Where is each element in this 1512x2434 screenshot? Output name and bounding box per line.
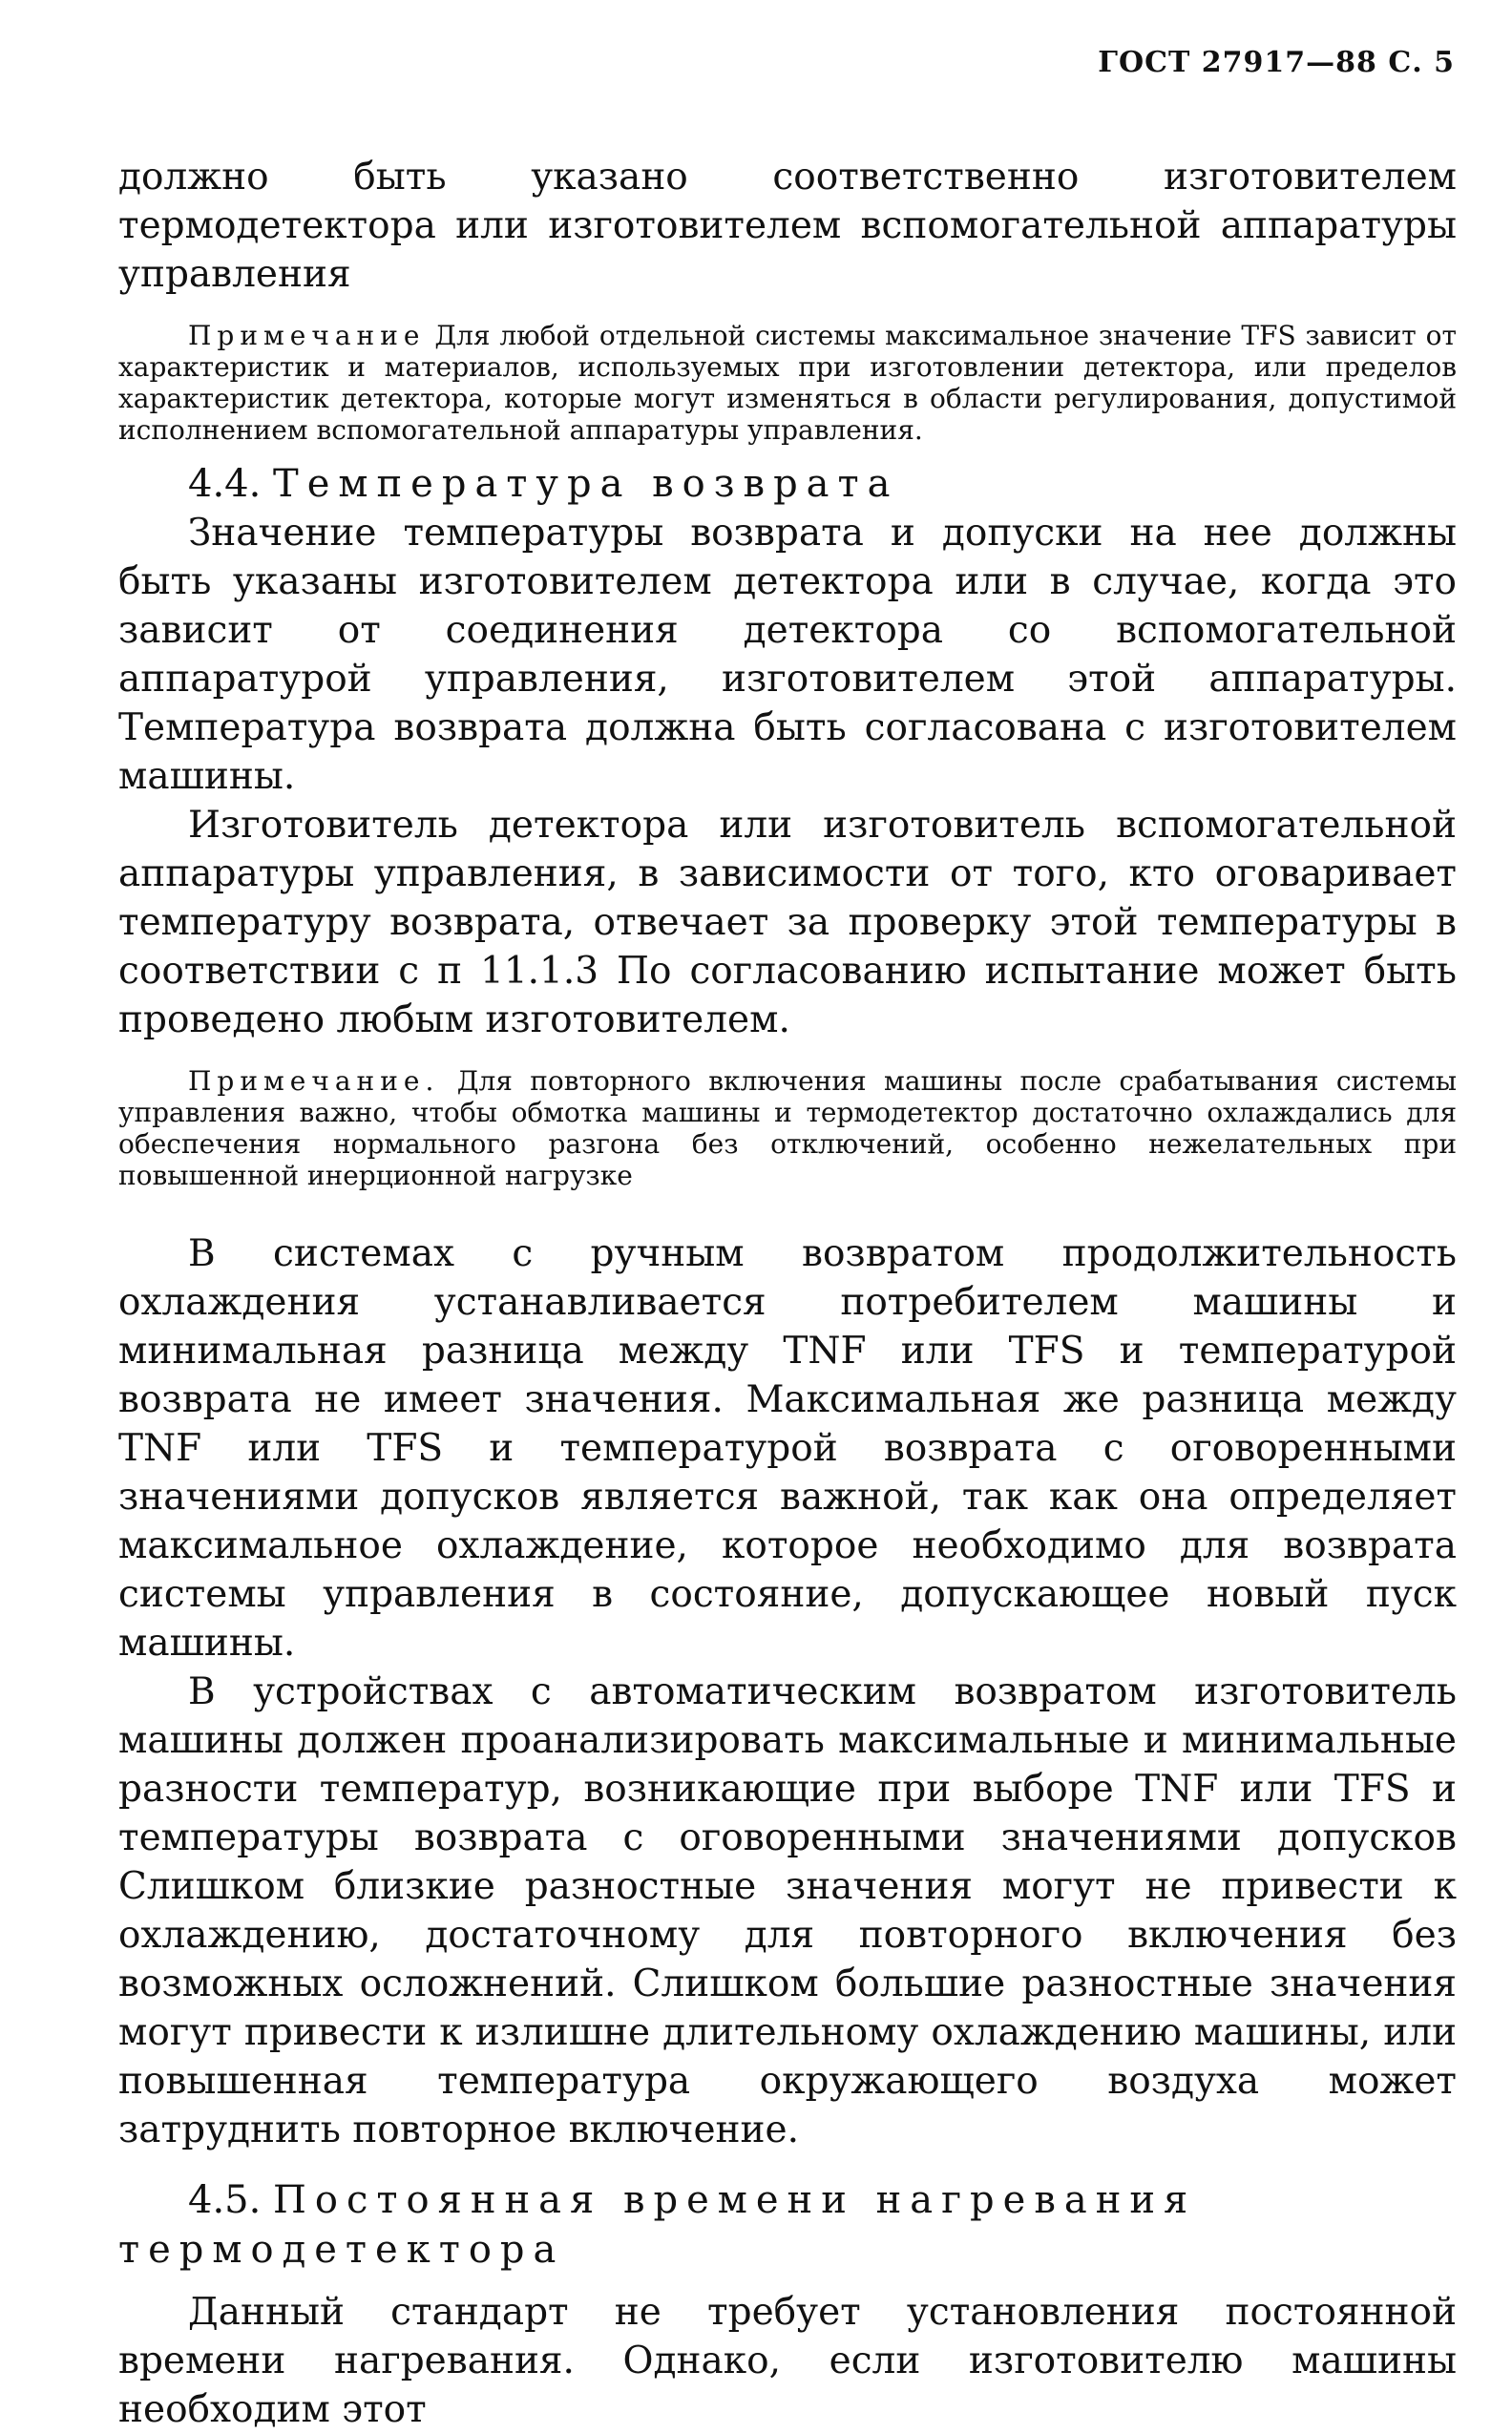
section-4-5-heading: [118, 2175, 1457, 2275]
note-2-text: Для повторного включения машины после срабатывания системы управления важно, чтобы обмотка машины и термодетектор достаточно охлаждались для обеспечения нормального разгона без отключений, особенно нежелательных при повышенной инерционной нагрузке: [118, 1065, 1457, 1191]
section-4-4-paragraph-4: В устройствах с автоматическим возвратом изготовитель машины должен проанализировать максимальные и минимальные разности температур, возникающие при выборе TNF или TFS и температуры возврата с оговоренными значениями допусков Слишком близкие разностные значения могут не привести к охлаждению, достаточному для повторного включения без возможных осложнений. Слишком большие разностные значения могут привести к излишне длительному охлаждению машины, или повышенная температура окружающего воздуха может затруднить повторное включение.: [118, 1670, 1457, 2151]
section-4-5-title: Постоянная времени нагревания термодетектора: [118, 2178, 1197, 2272]
page-content: [118, 153, 1457, 2434]
note-1: [118, 320, 1457, 446]
note-2: [118, 1065, 1457, 1191]
section-4-5-number: 4.5.: [188, 2178, 262, 2222]
section-4-4-number: 4.4.: [188, 462, 262, 506]
page-header: ГОСТ 27917—88 С. 5: [1098, 46, 1455, 79]
note-2-label: Примечание.: [188, 1065, 440, 1097]
note-1-label: Примечание: [188, 320, 426, 351]
section-4-4-paragraph-2: Изготовитель детектора или изготовитель вспомогательной аппаратуры управления, в зависимости от того, кто оговаривает температуру возврата, отвечает за проверку этой температуры в соответствии с п 11.1.3 По согласованию испытание может быть проведено любым изготовителем.: [118, 804, 1457, 1041]
note-1-text: Для любой отдельной системы максимальное значение TFS зависит от характеристик и материалов, используемых при изготовлении детектора, или пределов характеристик детектора, которые могут изменяться в области регулирования, допустимой исполнением вспомогательной аппаратуры управления.: [118, 320, 1457, 446]
section-4-4-heading: [118, 459, 1457, 509]
intro-paragraph: должно быть указано соответственно изготовителем термодетектора или изготовителем вспомогательной аппаратуры управления: [118, 156, 1457, 296]
section-4-4-paragraph-3: В системах с ручным возвратом продолжительность охлаждения устанавливается потребителем машины и минимальная разница между TNF или TFS и температурой возврата не имеет значения. Максимальная же разница между TNF или TFS и температурой возврата с оговоренными значениями допусков является важной, так как она определяет максимальное охлаждение, которое необходимо для возврата системы управления в состояние, допускающее новый пуск машины.: [118, 1232, 1457, 1665]
section-4-4-title: Температура возврата: [273, 462, 899, 506]
section-4-5-paragraph: Данный стандарт не требует установления постоянной времени нагревания. Однако, если изготовителю машины необходим этот: [118, 2291, 1457, 2431]
section-4-4-paragraph-1: Значение температуры возврата и допуски на нее должны быть указаны изготовителем детектора или в случае, когда это зависит от соединения детектора со вспомогательной аппаратурой управления, изготовителем этой аппаратуры. Температура возврата должна быть согласована с изготовителем машины.: [118, 512, 1457, 798]
